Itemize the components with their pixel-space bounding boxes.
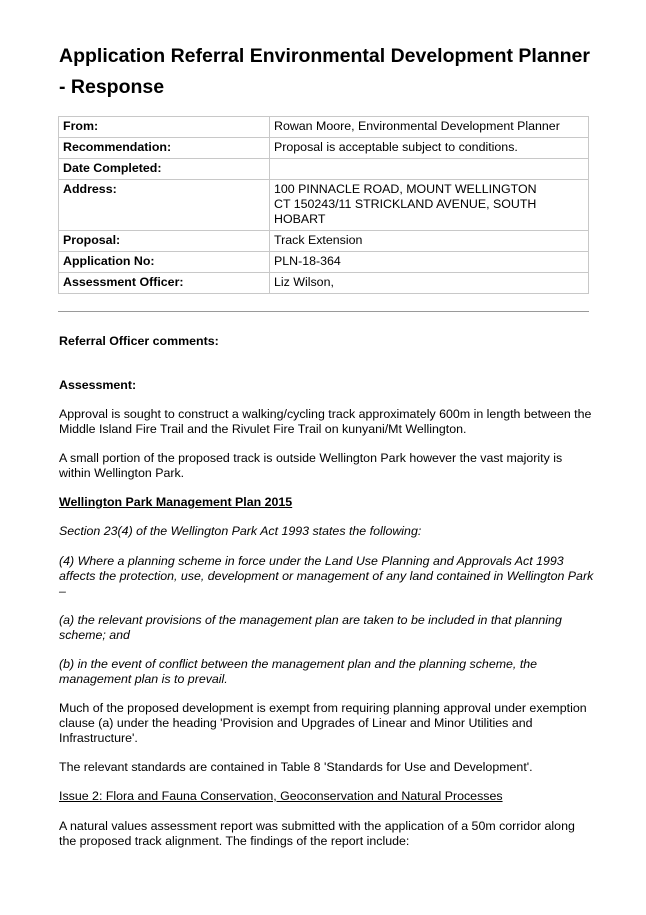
paragraph-natural-values: A natural values assessment report was submitted with the application of a 50m corridor along the proposed track alignment. The findings of the report include: [59,819,575,849]
assessment-officer-label: Assessment Officer: [59,273,270,294]
act-clause-a: (a) the relevant provisions of the management plan are taken to be included in that planning scheme; and [59,613,562,643]
table-row [59,252,589,273]
table-row [59,138,589,159]
recommendation-label: Recommendation: [59,138,270,159]
table-row [59,117,589,138]
table-row [59,231,589,252]
date-completed-value [270,159,589,180]
date-completed-label: Date Completed: [59,159,270,180]
referral-details-table [58,116,589,294]
application-no-label: Application No: [59,252,270,273]
table-row [59,180,589,231]
management-plan-heading: Wellington Park Management Plan 2015 [59,495,293,509]
paragraph-standards: The relevant standards are contained in Table 8 'Standards for Use and Development'. [59,760,533,774]
act-clause-b: (b) in the event of conflict between the management plan and the planning scheme, the management plan is to prevail. [59,657,538,687]
address-value: 100 PINNACLE ROAD, MOUNT WELLINGTON CT 150243/11 STRICKLAND AVENUE, SOUTH HOBART [270,180,589,231]
proposal-label: Proposal: [59,231,270,252]
document-title: Application Referral Environmental Development Planner - Response [59,45,590,98]
table-row [59,273,589,294]
act-section-intro: Section 23(4) of the Wellington Park Act 1993 states the following: [59,524,422,538]
assessment-heading: Assessment: [59,378,137,392]
paragraph-exemption: Much of the proposed development is exempt from requiring planning approval under exemption clause (a) under the heading 'Provision and Upgrades of Linear and Minor Utilities and Infrastructure'. [59,701,587,746]
section-divider [58,311,589,312]
issue-2-heading: Issue 2: Flora and Fauna Conservation, Geoconservation and Natural Processes [59,789,503,803]
proposal-value: Track Extension [270,231,589,252]
paragraph-park-portion: A small portion of the proposed track is outside Wellington Park however the vast majority is within Wellington Park. [59,451,563,481]
address-label: Address: [59,180,270,231]
from-label: From: [59,117,270,138]
application-no-value: PLN-18-364 [270,252,589,273]
recommendation-value: Proposal is acceptable subject to conditions. [270,138,589,159]
paragraph-proposal-description: Approval is sought to construct a walking/cycling track approximately 600m in length between the Middle Island Fire Trail and the Rivulet Fire Trail on kunyani/Mt Wellington. [59,407,592,437]
assessment-officer-value: Liz Wilson, [270,273,589,294]
referral-comments-heading: Referral Officer comments: [59,334,219,348]
table-row [59,159,589,180]
act-clause-4: (4) Where a planning scheme in force under the Land Use Planning and Approvals Act 1993 affects the protection, use, development or management of any land contained in Wellington Park – [59,554,594,599]
from-value: Rowan Moore, Environmental Development Planner [270,117,589,138]
